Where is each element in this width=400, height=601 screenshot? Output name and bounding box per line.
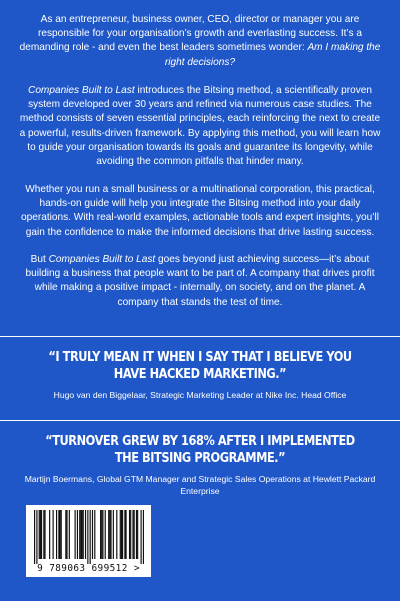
barcode-bar [137,510,138,559]
barcode-bar [143,510,144,564]
barcode-bar [56,510,57,559]
barcode-bar [102,510,103,559]
barcode-bar [141,510,142,564]
barcode-bar [92,510,93,559]
barcode-bar [134,510,135,559]
barcode-bar [83,510,84,559]
barcode-bar [36,510,37,564]
barcode-bar [90,510,91,564]
testimonial-attribution-2: Martijn Boermans, Global GTM Manager and Strategic Sales Operations at Hewlett Packard Enterprise [24,474,376,496]
blurb-paragraph-4 [18,253,382,310]
barcode-bar [65,510,66,559]
barcode-bar [125,510,126,559]
barcode-bar [87,510,88,564]
book-title-mention: Companies Built to Last [48,254,156,265]
barcode-bar [101,510,102,559]
blurb-paragraph-1 [18,13,382,70]
barcode-bars [34,510,144,564]
barcode-bar [120,510,121,559]
barcode-bar [116,510,117,559]
barcode-bar [58,510,59,559]
barcode-bar [40,510,41,559]
isbn-barcode [26,505,151,577]
barcode-bar [129,510,130,559]
blurb-1-text: As an entrepreneur, business owner, CEO, director or manager you are responsible for your organisation’s growth and everlasting success. It’s a demanding role - and even the best leaders sometimes wonder: [19,14,362,54]
barcode-bar [34,510,35,564]
blurb-2-text: introduces the Bitsing method, a scientifically proven system developed over 30 years and refined via numerous case studies. The method consists of seven essential principles, each reinforcing the next to create a powerful, results-driven framework. By applying this method, you will learn how to guide your organisation towards its goals and guarantee its longevity, while avoiding the common pitfalls that hinder many. [19,85,381,168]
barcode-bar [108,510,109,559]
barcode-bar [94,510,95,559]
barcode-bar [69,510,70,559]
barcode-bar [85,510,86,559]
testimonial-attribution-1: Hugo van den Biggelaar, Strategic Marketing Leader at Nike Inc. Head Office [53,390,347,400]
barcode-bar [39,510,40,559]
barcode-bar [81,510,82,559]
barcode-bar [130,510,131,559]
divider-line [0,336,400,337]
barcode-bar [110,510,111,559]
barcode-bar [41,510,42,559]
blurb-paragraph-3 [18,183,382,240]
barcode-bar [100,510,101,559]
barcode-bar [121,510,122,559]
barcode-bar [61,510,62,559]
barcode-bar [109,510,110,559]
barcode-bar [75,510,76,559]
barcode-bar [136,510,137,559]
barcode-bar [132,510,133,559]
testimonial-quote-1: “I TRULY MEAN IT WHEN I SAY THAT I BELIEVE YOU HAVE HACKED MARKETING.” [48,350,352,382]
blurb-4-text: goes beyond just achieving success—it’s about building a business that people want to be part of. A company that drives profit while making a positive impact - internally, on society, and on the planet. A company that stands the test of time. [25,254,375,308]
barcode-bar [44,510,45,559]
barcode-bar [105,510,106,559]
isbn-digits: 9 789063 699512 > [37,563,140,574]
blurb-paragraph-2 [18,84,382,169]
barcode-bar [49,510,50,559]
divider-line [0,420,400,421]
blurb-1-question: Am I making the right decisions? [164,42,381,68]
barcode-bar [66,510,67,559]
barcode-bar [77,510,78,559]
barcode-bar [80,510,81,559]
blurb-3-text: Whether you run a small business or a multinational corporation, this practical, hands-on guide will help you integrate the Bitsing method into your daily operations. With real-world examples, actionable tools and expert insights, you’ll gain the confidence to make the informed decisions that drive lasting success. [21,184,379,238]
blurb-4-lead: But [30,254,49,265]
barcode-bar [124,510,125,559]
barcode-bar [43,510,44,559]
barcode-bar [122,510,123,559]
barcode-bar [79,510,80,559]
book-title-mention: Companies Built to Last [28,85,135,96]
testimonial-quote-2: “TURNOVER GREW BY 168% AFTER I IMPLEMENTED THE BITSING PROGRAMME.” [45,434,355,466]
barcode-bar [113,510,114,559]
barcode-bar [59,510,60,559]
barcode-bar [53,510,54,559]
